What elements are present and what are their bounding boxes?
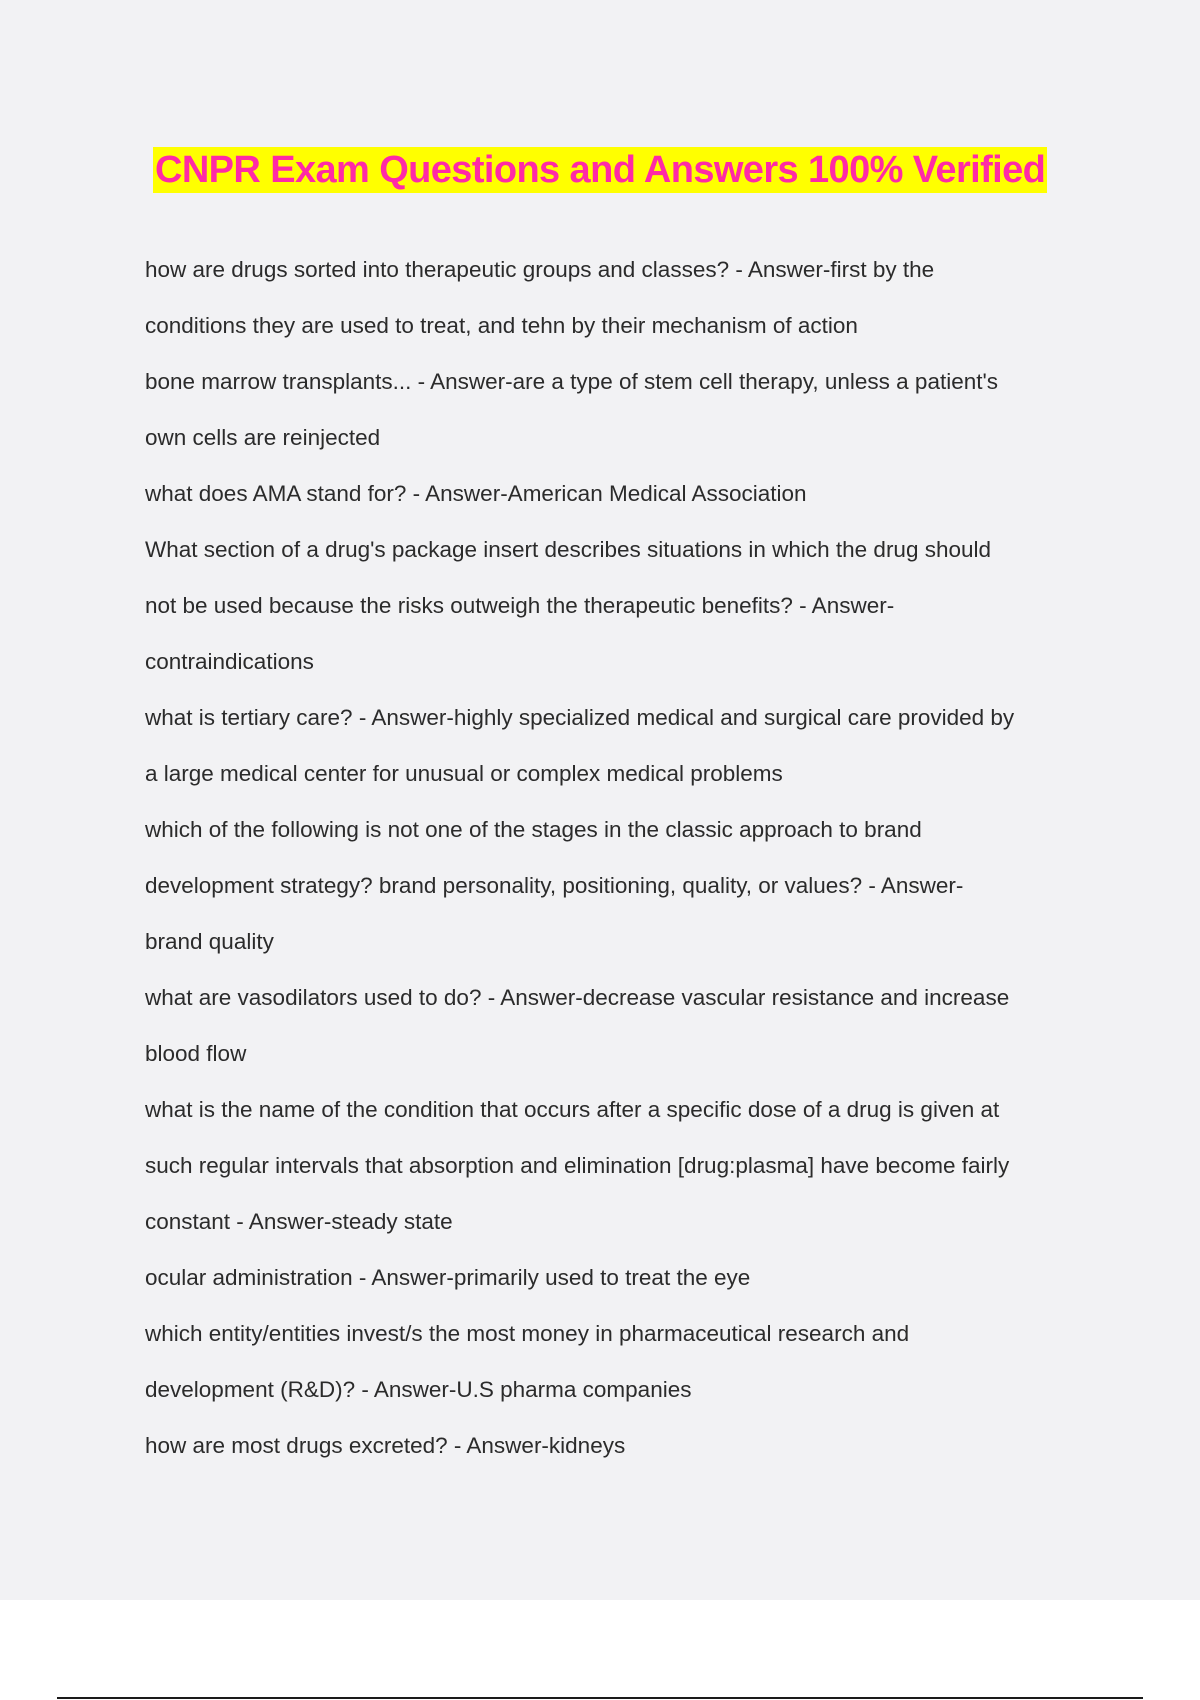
qa-item-3 bbox=[145, 466, 1085, 522]
qa-item-9 bbox=[145, 1250, 1085, 1306]
qa-line: ocular administration - Answer-primarily used to treat the eye bbox=[145, 1265, 751, 1290]
qa-item-6 bbox=[145, 802, 1085, 970]
qa-line: what is the name of the condition that occurs after a specific dose of a drug is given at bbox=[145, 1097, 1000, 1122]
qa-line: which entity/entities invest/s the most money in pharmaceutical research and bbox=[145, 1321, 910, 1346]
qa-line: What section of a drug's package insert describes situations in which the drug should bbox=[145, 537, 992, 562]
qa-line: what are vasodilators used to do? - Answer-decrease vascular resistance and increase bbox=[145, 985, 1010, 1010]
qa-line: blood flow bbox=[145, 1041, 247, 1066]
qa-line: constant - Answer-steady state bbox=[145, 1209, 453, 1234]
qa-item-11 bbox=[145, 1418, 1085, 1474]
qa-line: contraindications bbox=[145, 649, 314, 674]
qa-item-5 bbox=[145, 690, 1085, 802]
qa-line: not be used because the risks outweigh the therapeutic benefits? - Answer- bbox=[145, 593, 895, 618]
qa-list bbox=[145, 242, 1085, 1474]
qa-line: own cells are reinjected bbox=[145, 425, 381, 450]
qa-item-4 bbox=[145, 522, 1085, 690]
page-title: CNPR Exam Questions and Answers 100% Verified bbox=[155, 149, 1046, 191]
title-container bbox=[153, 146, 1047, 194]
qa-line: what does AMA stand for? - Answer-American Medical Association bbox=[145, 481, 807, 506]
qa-line: development strategy? brand personality, positioning, quality, or values? - Answer- bbox=[145, 873, 964, 898]
qa-line: conditions they are used to treat, and tehn by their mechanism of action bbox=[145, 313, 858, 338]
qa-line: which of the following is not one of the stages in the classic approach to brand bbox=[145, 817, 922, 842]
qa-line: how are most drugs excreted? - Answer-kidneys bbox=[145, 1433, 626, 1458]
qa-line: how are drugs sorted into therapeutic groups and classes? - Answer-first by the bbox=[145, 257, 935, 282]
qa-item-8 bbox=[145, 1082, 1085, 1250]
qa-item-7 bbox=[145, 970, 1085, 1082]
footer-divider bbox=[57, 1697, 1143, 1699]
qa-item-1 bbox=[145, 242, 1085, 354]
qa-item-2 bbox=[145, 354, 1085, 466]
qa-item-10 bbox=[145, 1306, 1085, 1418]
qa-line: development (R&D)? - Answer-U.S pharma companies bbox=[145, 1377, 692, 1402]
qa-line: brand quality bbox=[145, 929, 274, 954]
qa-line: such regular intervals that absorption and elimination [drug:plasma] have become fairly bbox=[145, 1153, 1010, 1178]
qa-line: bone marrow transplants... - Answer-are a type of stem cell therapy, unless a patient's bbox=[145, 369, 999, 394]
qa-line: what is tertiary care? - Answer-highly specialized medical and surgical care provided by bbox=[145, 705, 1015, 730]
qa-line: a large medical center for unusual or complex medical problems bbox=[145, 761, 783, 786]
